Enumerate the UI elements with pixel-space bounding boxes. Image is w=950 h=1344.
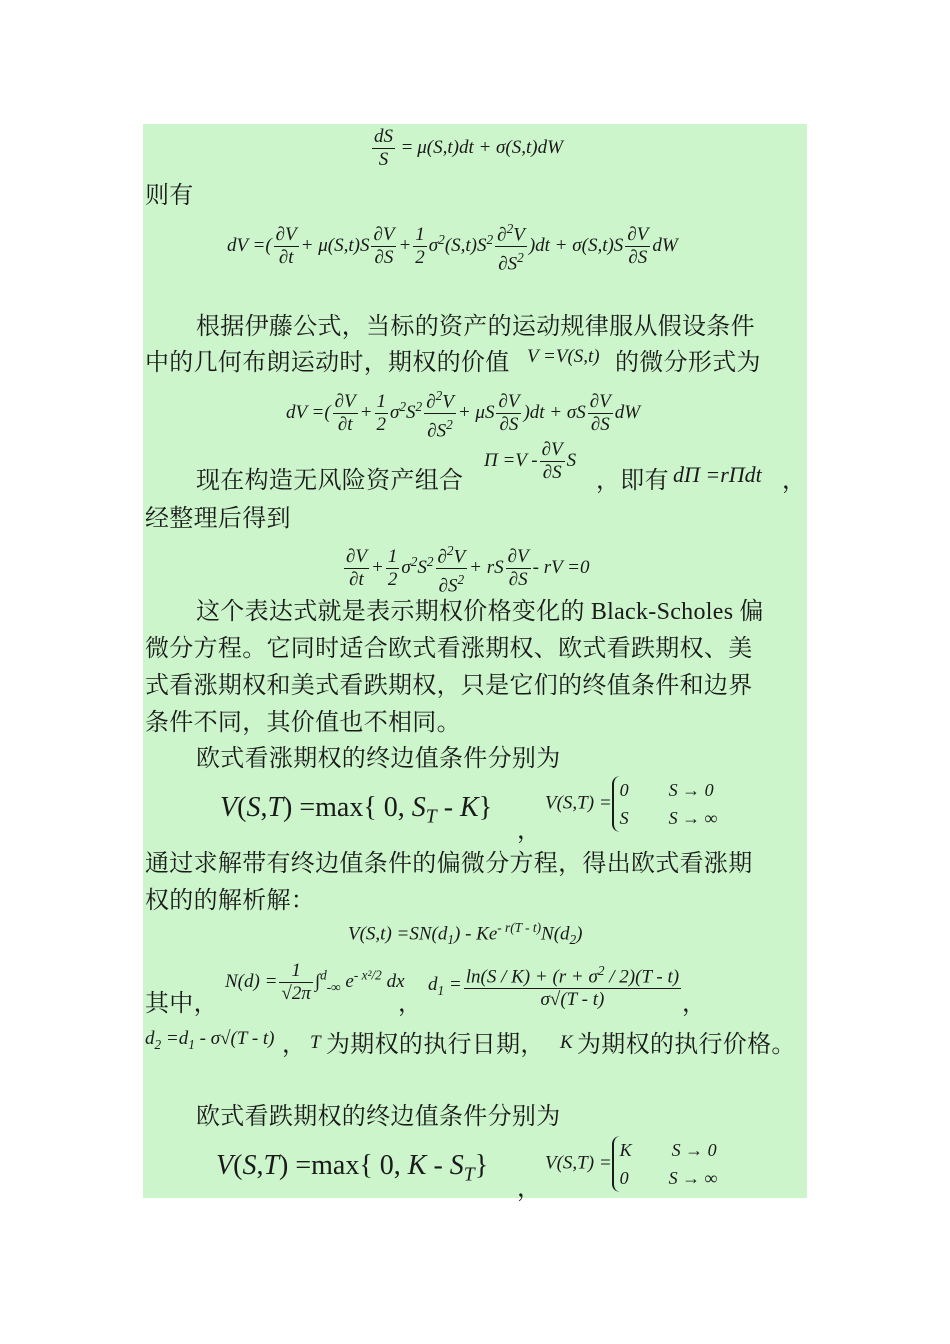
solve-line1: 通过求解带有终边值条件的偏微分方程，得出欧式看涨期 xyxy=(145,849,753,877)
formula-riskless: dΠ =rΠdt xyxy=(673,462,762,487)
para2-a: 现在构造无风险资产组合 xyxy=(196,466,464,494)
para2-line2: 经整理后得到 xyxy=(145,504,291,532)
formula-call-solution: $V(S,t) =SN(d_1) - Ke^{- r(T - t)}N(d_2)$ xyxy=(348,920,583,948)
formula-v-def: V =V(S,t) xyxy=(527,346,600,367)
formula-call-boundary: V(S,T) = 0 S → 0 S S → ∞ xyxy=(545,776,718,832)
formula-put-boundary: V(S,T) = K S → 0 0 S → ∞ xyxy=(545,1136,718,1192)
para1-line2-b: 的微分形式为 xyxy=(615,348,761,376)
para3-line4: 条件不同，其价值也不相同。 xyxy=(145,708,461,736)
para2-c: ， xyxy=(782,466,807,494)
formula-gbm: $\frac{dS}{S}$ = μ(S,t)dt + σ(S,t)dW xyxy=(374,126,563,170)
formula-d1: $d_1$ = $\frac{\ln(S / K) + (r + \sigma^2 / 2)(T - t)}{\sigma√(T - t)}$ xyxy=(428,960,683,1011)
para3-line1-c: 偏 xyxy=(739,597,764,625)
formula-call-payoff: V(S,T) =max{ 0, $S_T - K$} xyxy=(220,792,493,828)
comma-after-d1: ， xyxy=(682,989,707,1017)
para2-b: ，即有 xyxy=(596,466,669,494)
call-comma: ， xyxy=(517,816,542,844)
formula-normal-cdf: N(d) = $\frac{1}{√2\pi}$ ∫$^d_{-\infty}$ $e^{- x^2/2}$ dx xyxy=(225,960,405,1004)
formula-d2: $d_2 =d_1 - \sigma√(T - t)$ xyxy=(145,1028,275,1052)
symbol-K: K xyxy=(560,1032,573,1053)
para1-line2-a: 中的几何布朗运动时，期权的价值 xyxy=(145,348,510,376)
d2-tail-a: ， xyxy=(282,1030,307,1058)
comma-after-normal: ， xyxy=(398,989,423,1017)
text-zeyou: 则有 xyxy=(145,181,194,209)
para3-black-scholes: Black-Scholes xyxy=(590,599,734,625)
para3-line2: 微分方程。它同时适合欧式看涨期权、欧式看跌期权、美 xyxy=(145,634,753,662)
para3-line1 xyxy=(196,593,764,630)
formula-bs-pde: $\frac{\partial V}{\partial t}$ + $\frac{1}{2}$ $\sigma^2S^2$ $\frac{\partial^2V}{\partial S^2}$ + rS $\frac{\partial V}{\partial S}$ - rV =0 xyxy=(342,540,589,598)
para3-line1-a: 这个表达式就是表示期权价格变化的 xyxy=(196,597,585,625)
text-qizhong: 其中， xyxy=(145,989,218,1017)
put-boundary-title: 欧式看跌期权的终边值条件分别为 xyxy=(196,1102,561,1130)
formula-portfolio: Π =V - $\frac{\partial V}{\partial S}$ S xyxy=(484,439,577,483)
call-boundary-title: 欧式看涨期权的终边值条件分别为 xyxy=(196,744,561,772)
para1-line1: 根据伊藤公式，当标的资产的运动规律服从假设条件 xyxy=(196,312,755,340)
para3-line3: 式看涨期权和美式看跌期权，只是它们的终值条件和边界 xyxy=(145,671,753,699)
put-comma: ， xyxy=(517,1174,542,1202)
formula-ito-general: dV =( $\frac{\partial V}{\partial t}$ + μ(S,t)S $\frac{\partial V}{\partial S}$ + $\frac{1}{2}$ $\sigma^2(S,t)S^2$ $\frac{\partial^2V}{\partial S^2}$ )dt + σ(S,t)S $\frac{\partial V}{\partial S}$ dW xyxy=(227,218,678,276)
symbol-T: T xyxy=(310,1032,321,1053)
formula-ito-gbm: dV =( $\frac{\partial V}{\partial t}$ + $\frac{1}{2}$ $\sigma^2S^2$ $\frac{\partial^2V}{\partial S^2}$ + μS $\frac{\partial V}{\partial S}$ )dt + σS $\frac{\partial V}{\partial S}$ dW xyxy=(286,385,640,443)
formula-put-payoff: V(S,T) =max{ 0, K - $S_T$} xyxy=(216,1150,489,1186)
d2-tail-b: 为期权的执行日期， xyxy=(326,1030,545,1058)
solve-line2: 权的的解析解： xyxy=(145,886,316,914)
d2-tail-c: 为期权的执行价格。 xyxy=(577,1030,796,1058)
